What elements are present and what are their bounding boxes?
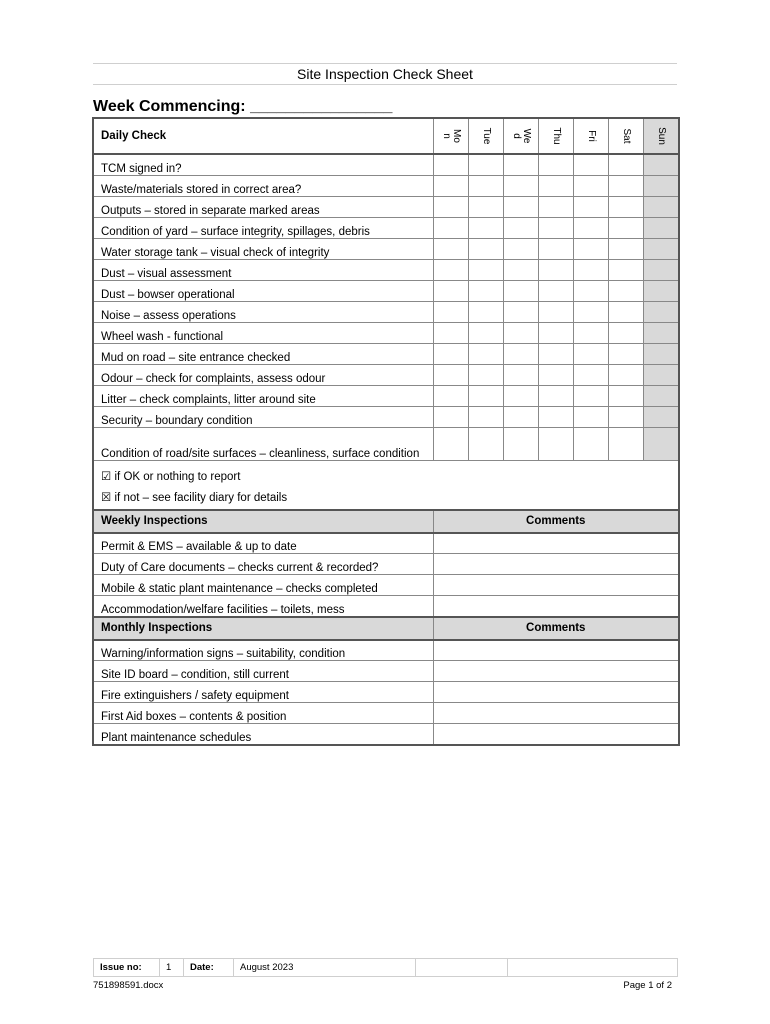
check-cell-thu[interactable] — [538, 280, 573, 301]
check-cell-wed[interactable] — [503, 154, 538, 175]
daily-check-row — [93, 343, 679, 364]
check-cell-mon[interactable] — [433, 385, 468, 406]
check-cell-tue[interactable] — [468, 364, 503, 385]
day-header-tue: Tue — [468, 118, 503, 154]
daily-check-heading: Daily Check — [93, 118, 433, 154]
check-cell-sat[interactable] — [608, 364, 643, 385]
legend-ok: ☑ if OK or nothing to report — [101, 470, 241, 483]
check-cell-thu[interactable] — [538, 406, 573, 427]
issue-label: Issue no: — [94, 959, 160, 977]
daily-check-item: TCM signed in? — [93, 154, 433, 175]
check-cell-mon[interactable] — [433, 280, 468, 301]
monthly-inspections-heading: Monthly Inspections — [93, 617, 433, 640]
monthly-comments-heading: Comments — [433, 617, 679, 640]
check-cell-sat[interactable] — [608, 196, 643, 217]
check-cell-sat[interactable] — [608, 238, 643, 259]
daily-check-item: Noise – assess operations — [93, 301, 433, 322]
check-cell-mon[interactable] — [433, 175, 468, 196]
check-cell-thu[interactable] — [538, 196, 573, 217]
check-cell-wed[interactable] — [503, 259, 538, 280]
check-cell-sun[interactable] — [643, 238, 679, 259]
weekly-inspection-row — [93, 575, 679, 596]
daily-check-item: Waste/materials stored in correct area? — [93, 175, 433, 196]
daily-check-item: Wheel wash - functional — [93, 322, 433, 343]
check-cell-thu[interactable] — [538, 238, 573, 259]
weekly-header-row — [93, 510, 679, 533]
weekly-comment-cell[interactable] — [433, 533, 679, 554]
check-cell-tue[interactable] — [468, 343, 503, 364]
check-cell-mon[interactable] — [433, 259, 468, 280]
check-cell-wed[interactable] — [503, 175, 538, 196]
daily-check-item: Security – boundary condition — [93, 406, 433, 427]
weekly-comments-heading: Comments — [433, 510, 679, 533]
check-cell-fri[interactable] — [573, 217, 608, 238]
daily-check-row — [93, 364, 679, 385]
page-number: Page 1 of 2 — [623, 980, 672, 991]
check-cell-thu[interactable] — [538, 259, 573, 280]
daily-check-item: Condition of yard – surface integrity, spillages, debris — [93, 217, 433, 238]
day-header-mon: Mo n — [433, 118, 468, 154]
daily-check-item: Outputs – stored in separate marked areas — [93, 196, 433, 217]
check-cell-tue[interactable] — [468, 406, 503, 427]
week-commencing: Week Commencing: ________________ — [93, 98, 393, 115]
check-cell-thu[interactable] — [538, 154, 573, 175]
check-cell-fri[interactable] — [573, 301, 608, 322]
check-cell-thu[interactable] — [538, 175, 573, 196]
check-cell-wed[interactable] — [503, 406, 538, 427]
check-cell-wed[interactable] — [503, 364, 538, 385]
check-cell-fri[interactable] — [573, 406, 608, 427]
weekly-inspections-heading: Weekly Inspections — [93, 510, 433, 533]
daily-check-row — [93, 385, 679, 406]
daily-check-item: Mud on road – site entrance checked — [93, 343, 433, 364]
check-cell-wed[interactable] — [503, 427, 538, 460]
check-cell-fri[interactable] — [573, 196, 608, 217]
check-cell-sun[interactable] — [643, 217, 679, 238]
day-header-sat: Sat — [608, 118, 643, 154]
check-cell-thu[interactable] — [538, 385, 573, 406]
check-cell-wed[interactable] — [503, 217, 538, 238]
legend-row — [93, 460, 679, 510]
check-cell-thu[interactable] — [538, 301, 573, 322]
check-cell-tue[interactable] — [468, 238, 503, 259]
legend-not-ok: ☒ if not – see facility diary for details — [101, 491, 288, 504]
monthly-comment-cell[interactable] — [433, 703, 679, 724]
check-cell-sun[interactable] — [643, 175, 679, 196]
footer-blank-1 — [416, 959, 508, 977]
check-cell-wed[interactable] — [503, 385, 538, 406]
check-cell-tue[interactable] — [468, 322, 503, 343]
check-cell-wed[interactable] — [503, 322, 538, 343]
check-cell-sat[interactable] — [608, 385, 643, 406]
weekly-inspection-item: Duty of Care documents – checks current & recorded? — [93, 554, 433, 575]
weekly-comment-cell[interactable] — [433, 554, 679, 575]
check-cell-wed[interactable] — [503, 196, 538, 217]
check-cell-fri[interactable] — [573, 175, 608, 196]
check-cell-thu[interactable] — [538, 322, 573, 343]
daily-check-item: Water storage tank – visual check of integrity — [93, 238, 433, 259]
check-cell-thu[interactable] — [538, 343, 573, 364]
check-cell-sat[interactable] — [608, 427, 643, 460]
check-cell-fri[interactable] — [573, 280, 608, 301]
daily-check-row — [93, 259, 679, 280]
check-cell-mon[interactable] — [433, 154, 468, 175]
daily-check-row — [93, 280, 679, 301]
check-cell-wed[interactable] — [503, 343, 538, 364]
daily-header-row — [93, 118, 679, 154]
day-header-sun: Sun — [643, 118, 679, 154]
day-header-fri: Fri — [573, 118, 608, 154]
daily-check-row — [93, 238, 679, 259]
check-cell-fri[interactable] — [573, 364, 608, 385]
check-cell-sun[interactable] — [643, 259, 679, 280]
footer-blank-2 — [508, 959, 678, 977]
check-cell-mon[interactable] — [433, 343, 468, 364]
weekly-inspection-item: Permit & EMS – available & up to date — [93, 533, 433, 554]
check-cell-wed[interactable] — [503, 280, 538, 301]
daily-check-row — [93, 196, 679, 217]
footer-table — [93, 958, 678, 977]
monthly-inspection-item: Site ID board – condition, still current — [93, 661, 433, 682]
check-cell-sun[interactable] — [643, 406, 679, 427]
monthly-comment-cell[interactable] — [433, 682, 679, 703]
monthly-inspection-row — [93, 724, 679, 745]
monthly-inspection-row — [93, 661, 679, 682]
check-cell-fri[interactable] — [573, 238, 608, 259]
check-cell-sat[interactable] — [608, 322, 643, 343]
daily-check-row — [93, 217, 679, 238]
document-title-text: Site Inspection Check Sheet — [297, 66, 473, 82]
check-cell-sun[interactable] — [643, 196, 679, 217]
check-cell-tue[interactable] — [468, 217, 503, 238]
check-cell-sat[interactable] — [608, 280, 643, 301]
daily-check-row — [93, 154, 679, 175]
check-cell-mon[interactable] — [433, 301, 468, 322]
check-cell-mon[interactable] — [433, 238, 468, 259]
daily-check-item: Litter – check complaints, litter around site — [93, 385, 433, 406]
check-cell-tue[interactable] — [468, 196, 503, 217]
monthly-inspection-item: Plant maintenance schedules — [93, 724, 433, 745]
monthly-inspection-item: Warning/information signs – suitability, condition — [93, 640, 433, 661]
check-cell-sat[interactable] — [608, 175, 643, 196]
weekly-inspection-row — [93, 596, 679, 617]
check-cell-sun[interactable] — [643, 301, 679, 322]
check-cell-sun[interactable] — [643, 364, 679, 385]
legend-cell — [93, 460, 679, 510]
check-cell-mon[interactable] — [433, 322, 468, 343]
check-cell-fri[interactable] — [573, 154, 608, 175]
check-cell-fri[interactable] — [573, 322, 608, 343]
day-header-thu: Thu — [538, 118, 573, 154]
check-cell-fri[interactable] — [573, 427, 608, 460]
document-filename: 751898591.docx — [93, 980, 164, 991]
issue-value: 1 — [160, 959, 184, 977]
check-cell-mon[interactable] — [433, 217, 468, 238]
check-cell-wed[interactable] — [503, 301, 538, 322]
check-cell-thu[interactable] — [538, 364, 573, 385]
weekly-comment-cell[interactable] — [433, 596, 679, 617]
date-value: August 2023 — [234, 959, 416, 977]
day-header-wed: We d — [503, 118, 538, 154]
check-cell-sun[interactable] — [643, 343, 679, 364]
monthly-comment-cell[interactable] — [433, 640, 679, 661]
check-cell-tue[interactable] — [468, 385, 503, 406]
check-cell-sun[interactable] — [643, 322, 679, 343]
check-cell-thu[interactable] — [538, 217, 573, 238]
check-cell-sun[interactable] — [643, 280, 679, 301]
check-cell-tue[interactable] — [468, 175, 503, 196]
daily-check-row — [93, 427, 679, 460]
check-cell-tue[interactable] — [468, 301, 503, 322]
weekly-inspection-row — [93, 554, 679, 575]
check-cell-tue[interactable] — [468, 427, 503, 460]
monthly-inspection-row — [93, 703, 679, 724]
monthly-inspection-item: First Aid boxes – contents & position — [93, 703, 433, 724]
check-cell-sun[interactable] — [643, 427, 679, 460]
daily-check-item: Dust – visual assessment — [93, 259, 433, 280]
daily-check-row — [93, 301, 679, 322]
weekly-inspection-item: Mobile & static plant maintenance – checks completed — [93, 575, 433, 596]
inspection-table — [92, 117, 680, 746]
monthly-header-row — [93, 617, 679, 640]
monthly-comment-cell[interactable] — [433, 661, 679, 682]
check-cell-mon[interactable] — [433, 196, 468, 217]
daily-check-item: Condition of road/site surfaces – cleanliness, surface condition — [93, 427, 433, 460]
check-cell-sat[interactable] — [608, 217, 643, 238]
check-cell-mon[interactable] — [433, 364, 468, 385]
monthly-comment-cell[interactable] — [433, 724, 679, 745]
check-cell-tue[interactable] — [468, 259, 503, 280]
check-cell-sat[interactable] — [608, 406, 643, 427]
check-cell-sun[interactable] — [643, 154, 679, 175]
check-cell-sat[interactable] — [608, 301, 643, 322]
check-cell-fri[interactable] — [573, 343, 608, 364]
check-cell-sun[interactable] — [643, 385, 679, 406]
check-cell-tue[interactable] — [468, 280, 503, 301]
monthly-inspection-row — [93, 640, 679, 661]
check-cell-sat[interactable] — [608, 343, 643, 364]
weekly-comment-cell[interactable] — [433, 575, 679, 596]
check-cell-sat[interactable] — [608, 154, 643, 175]
monthly-inspection-item: Fire extinguishers / safety equipment — [93, 682, 433, 703]
date-label: Date: — [184, 959, 234, 977]
check-cell-wed[interactable] — [503, 238, 538, 259]
daily-check-row — [93, 406, 679, 427]
daily-check-row — [93, 175, 679, 196]
check-cell-fri[interactable] — [573, 259, 608, 280]
document-title — [93, 63, 677, 85]
check-cell-mon[interactable] — [433, 406, 468, 427]
check-cell-mon[interactable] — [433, 427, 468, 460]
check-cell-fri[interactable] — [573, 385, 608, 406]
daily-check-item: Dust – bowser operational — [93, 280, 433, 301]
weekly-inspection-item: Accommodation/welfare facilities – toilets, mess — [93, 596, 433, 617]
check-cell-thu[interactable] — [538, 427, 573, 460]
monthly-inspection-row — [93, 682, 679, 703]
check-cell-sat[interactable] — [608, 259, 643, 280]
daily-check-row — [93, 322, 679, 343]
check-cell-tue[interactable] — [468, 154, 503, 175]
daily-check-item: Odour – check for complaints, assess odour — [93, 364, 433, 385]
weekly-inspection-row — [93, 533, 679, 554]
